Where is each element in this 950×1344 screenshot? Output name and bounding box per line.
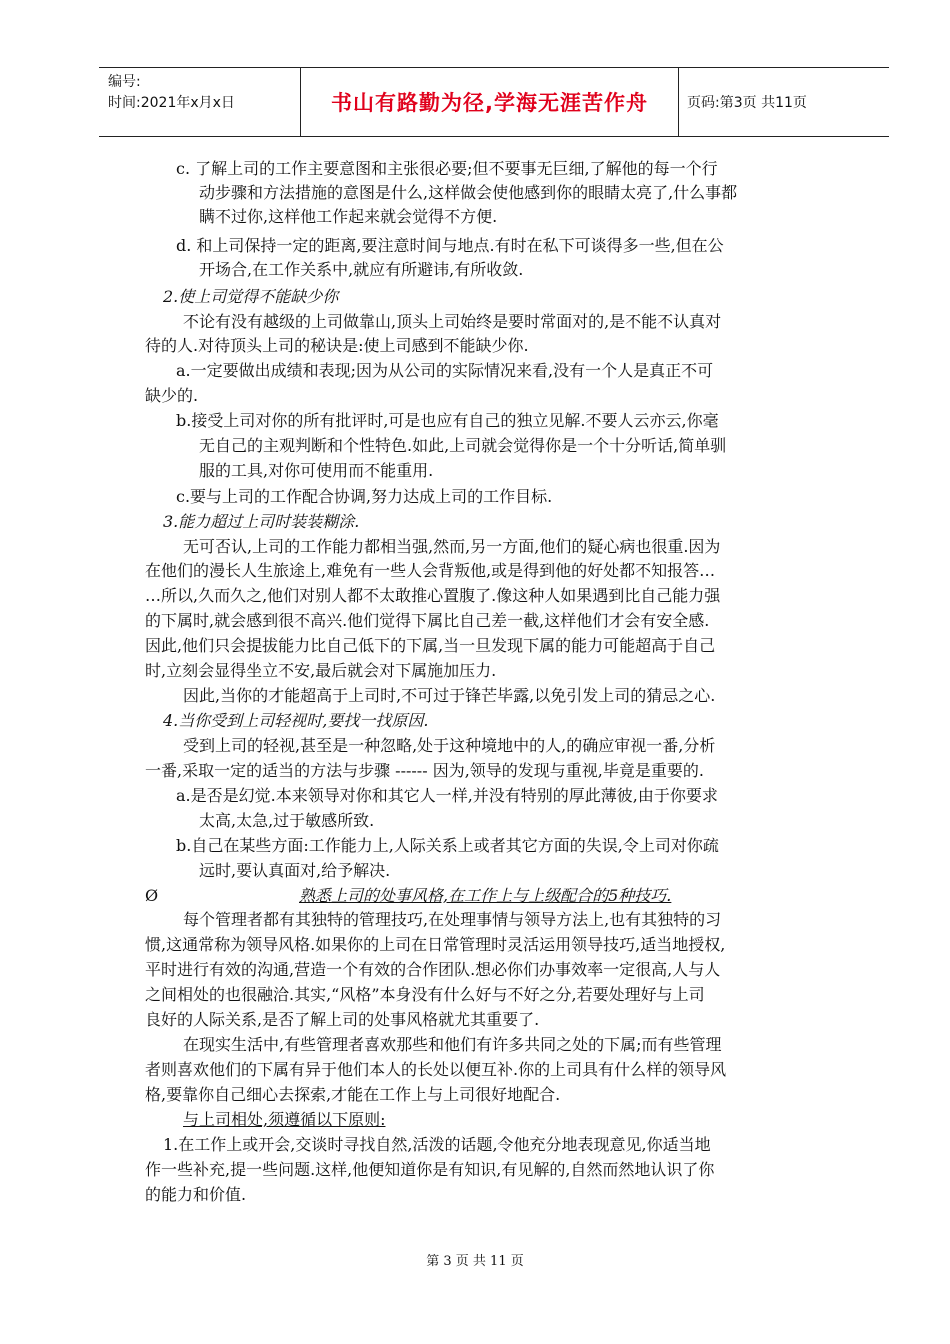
body-line: 格,要靠你自己细心去探索,才能在工作上与上司很好地配合. — [145, 1085, 561, 1104]
body-line: 的能力和价值. — [145, 1185, 247, 1204]
header-page-info: 页码:第3页 共11页 — [687, 95, 807, 111]
bullet-symbol: Ø — [145, 886, 159, 905]
body-line: 每个管理者都有其独特的管理技巧,在处理事情与领导方法上,也有其独特的习 — [183, 910, 722, 929]
body-line: c. 了解上司的工作主要意图和主张很必要;但不要事无巨细,了解他的每一个行 — [176, 159, 718, 178]
body-line: 作一些补充,提一些问题.这样,他便知道你是有知识,有见解的,自然而然地认识了你 — [145, 1160, 715, 1179]
body-line: 的下属时,就会感到很不高兴.他们觉得下属比自己差一截,这样他们才会有安全感. — [145, 611, 710, 630]
body-line: 之间相处的也很融洽.其实,“风格”本身没有什么好与不好之分,若要处理好与上司 — [145, 985, 705, 1004]
page-footer: 第 3 页 共 11 页 — [426, 1254, 524, 1269]
principles-heading: 与上司相处,须遵循以下原则: — [183, 1110, 386, 1129]
body-line: c.要与上司的工作配合协调,努力达成上司的工作目标. — [176, 487, 553, 506]
body-line: 因此,当你的才能超高于上司时,不可过于锋芒毕露,以免引发上司的猜忌之心. — [183, 686, 716, 705]
body-line: 待的人.对待顶头上司的秘诀是:使上司感到不能缺少你. — [145, 336, 529, 355]
section-title: 熟悉上司的处事风格,在工作上与上级配合的5种技巧. — [299, 886, 672, 905]
body-line: 者则喜欢他们的下属有异于他们本人的长处以便互补.你的上司具有什么样的领导风 — [145, 1060, 727, 1079]
body-line: 太高,太急,过于敏感所致. — [199, 811, 375, 830]
body-line: 开场合,在工作关系中,就应有所避讳,有所收敛. — [199, 260, 524, 279]
body-line: 在现实生活中,有些管理者喜欢那些和他们有许多共同之处的下属;而有些管理 — [183, 1035, 722, 1054]
body-line: b.接受上司对你的所有批评时,可是也应有自己的独立见解.不要人云亦云,你毫 — [176, 411, 719, 430]
body-line: 平时进行有效的沟通,营造一个有效的合作团队.想必你们办事效率一定很高,人与人 — [145, 960, 721, 979]
header-motto-cell — [301, 68, 679, 136]
body-line: 远时,要认真面对,给予解决. — [199, 861, 391, 880]
page-header — [99, 67, 889, 137]
body-line: a.一定要做出成绩和表现;因为从公司的实际情况来看,没有一个人是真正不可 — [176, 361, 714, 380]
body-line: 无可否认,上司的工作能力都相当强,然而,另一方面,他们的疑心病也很重.因为 — [183, 537, 721, 556]
body-line: 良好的人际关系,是否了解上司的处事风格就尤其重要了. — [145, 1010, 540, 1029]
body-line: d. 和上司保持一定的距离,要注意时间与地点.有时在私下可谈得多一些,但在公 — [176, 236, 724, 255]
body-line: 受到上司的轻视,甚至是一种忽略,处于这种境地中的人,的确应审视一番,分析 — [183, 736, 716, 755]
body-line: 动步骤和方法措施的意图是什么,这样做会使他感到你的眼睛太亮了,什么事都 — [199, 183, 738, 202]
section-heading: 2.使上司觉得不能缺少你 — [163, 287, 339, 306]
body-line: 惯,这通常称为领导风格.如果你的上司在日常管理时灵活运用领导技巧,适当地授权, — [145, 935, 726, 954]
body-line: 在他们的漫长人生旅途上,难免有一些人会背叛他,或是得到他的好处都不知报答… — [145, 561, 716, 580]
body-line: 服的工具,对你可使用而不能重用. — [199, 461, 434, 480]
section-heading: 4.当你受到上司轻视时,要找一找原因. — [163, 711, 429, 730]
body-line: 因此,他们只会提拔能力比自己低下的下属,当一旦发现下属的能力可能超高于自己 — [145, 636, 716, 655]
document-time-label: 时间:2021年x月x日 — [108, 95, 235, 111]
body-line: 缺少的. — [145, 386, 199, 405]
body-line: 1.在工作上或开会,交谈时寻找自然,活泼的话题,令他充分地表现意见,你适当地 — [163, 1135, 711, 1154]
section-heading: 3.能力超过上司时装装糊涂. — [163, 512, 360, 531]
body-line: …所以,久而久之,他们对别人都不太敢推心置腹了.像这种人如果遇到比自己能力强 — [145, 586, 721, 605]
body-line: a.是否是幻觉.本来领导对你和其它人一样,并没有特别的厚此薄彼,由于你要求 — [176, 786, 718, 805]
body-line: 无自己的主观判断和个性特色.如此,上司就会觉得你是一个十分听话,简单驯 — [199, 436, 727, 455]
header-page-cell — [679, 68, 889, 136]
body-line: 不论有没有越级的上司做靠山,顶头上司始终是要时常面对的,是不能不认真对 — [183, 312, 722, 331]
body-line: b.自己在某些方面:工作能力上,人际关系上或者其它方面的失误,令上司对你疏 — [176, 836, 719, 855]
body-line: 时,立刻会显得坐立不安,最后就会对下属施加压力. — [145, 661, 497, 680]
document-number-label: 编号: — [108, 74, 141, 90]
body-line: 一番,采取一定的适当的方法与步骤 ------ 因为,领导的发现与重视,毕竟是重要的. — [145, 761, 704, 780]
header-left-cell — [99, 68, 301, 136]
header-motto: 书山有路勤为径,学海无涯苦作舟 — [331, 91, 648, 115]
body-line: 瞒不过你,这样他工作起来就会觉得不方便. — [199, 207, 498, 226]
